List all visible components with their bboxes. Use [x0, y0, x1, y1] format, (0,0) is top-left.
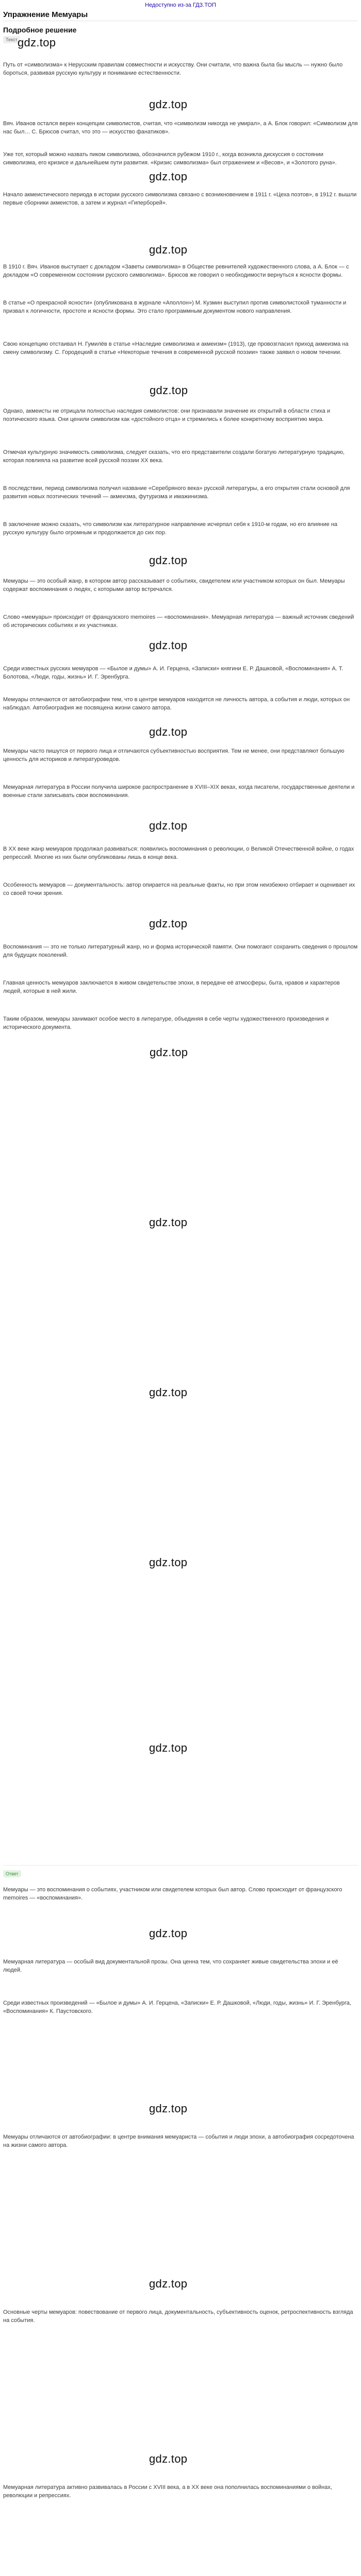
paragraph: Вяч. Иванов остался верен концепции символистов, считая, что «символизм никогда не умирал», а А. Блок говорил: «Символизм для нас был… С. Брюсов считал, что это — искусство фанатиков».: [3, 121, 358, 135]
page-title: Упражнение Мемуары: [3, 10, 88, 19]
watermark: gdz.top: [149, 243, 188, 256]
watermark: gdz.top: [149, 725, 188, 738]
paragraph: Свою концепцию отстаивал Н. Гумилёв в статье «Наследие символизма и акмеизм» (1913), где провозгласил приход акмеизма на смену символизму. С. Городецкий в статье «Некоторые течения в современной русской поэзии» также заявил о новом течении.: [3, 341, 349, 355]
paragraph: В последствии, период символизма получил название «Серебряного века» русской литературы, а его открытия стали основой для развития новых поэтических течений — акмеизма, футуризма и имажинизма.: [3, 485, 350, 500]
paragraph: Особенность мемуаров — документальность: автор опирается на реальные факты, но при этом неизбежно отбирает и оценивает их со своей точки зрения.: [3, 882, 355, 896]
paragraph: Мемуарная литература в России получила широкое распространение в XVIII–XIX веках, когда писатели, государственные деятели и военные стали записывать свои воспоминания.: [3, 784, 355, 799]
paragraph: Мемуары отличаются от автобиографии тем, что в центре мемуаров находится не личность автора, а события и люди, которых он наблюдал. Автобиография же посвящена жизни самого автора.: [3, 697, 350, 711]
watermark: gdz.top: [149, 1386, 188, 1399]
watermark: gdz.top: [149, 639, 188, 652]
paragraph: В заключение можно сказать, что символизм как литературное направление исчерпал себя к 1910-м годам, но его влияние на русскую культуру было огромным и продолжается до сих пор.: [3, 521, 338, 536]
watermark: gdz.top: [150, 1046, 188, 1059]
paragraph: Мемуары — это воспоминания о событиях, участником или свидетелем которых был автор. Слово происходит от французского memoires — «воспоминания».: [3, 1887, 342, 1901]
paragraph: Уже тот, который можно назвать пиком символизма, обозначился рубежом 1910 г., когда возникла дискуссия о состоянии символизма, его кризисе и дальнейшем пути развития. «Кризис символизма» был отражением и «Весов», и «Золотого руна».: [3, 151, 337, 166]
paragraph: Однако, акмеисты не отрицали полностью наследия символистов: они признавали значение их открытий в области стиха и поэтического языка. Они ценили символизм как «достойного отца» и стремились к более конкретному восприятию мира.: [3, 408, 331, 422]
text-badge: Текст: [3, 36, 20, 43]
watermark: gdz.top: [149, 2452, 188, 2465]
paragraph: Среди известных произведений — «Былое и думы» А. И. Герцена, «Записки» Е. Р. Дашковой, «Люди, годы, жизнь» И. Г. Эренбурга, «Воспоминания» К. Паустовского.: [3, 2000, 351, 2014]
section-divider: [3, 1865, 358, 1866]
top-banner-link[interactable]: Недоступно из-за ГДЗ.ТОП: [145, 2, 216, 8]
answer-badge: Ответ: [3, 1870, 21, 1877]
watermark: gdz.top: [18, 36, 56, 49]
watermark: gdz.top: [149, 554, 188, 567]
watermark: gdz.top: [150, 384, 188, 397]
paragraph: Воспоминания — это не только литературный жанр, но и форма исторической памяти. Они помогают сохранить сведения о прошлом для будущих поколений.: [3, 944, 358, 958]
paragraph: В статье «О прекрасной ясности» (опубликована в журнале «Аполлон») М. Кузмин выступил против символистской туманности и призвал к логичности, простоте и ясности формы. Это стало программным документом нового направления.: [3, 300, 347, 314]
paragraph: Отмечая культурную значимость символизма, следует сказать, что его представители создали богатую литературную традицию, которая повлияла на развитие всей русской поэзии XX века.: [3, 449, 345, 464]
paragraph: Главная ценность мемуаров заключается в живом свидетельстве эпохи, в передаче её атмосферы, быта, нравов и характеров людей, которые в ней жили.: [3, 980, 340, 994]
paragraph: Мемуары — это особый жанр, в котором автор рассказывает о событиях, свидетелем или участником которых он был. Мемуары содержат воспоминания о людях, с которыми автор встречался.: [3, 578, 345, 592]
paragraph: В XX веке жанр мемуаров продолжал развиваться: появились воспоминания о революции, о Великой Отечественной войне, о годах репрессий. Многие из них были опубликованы лишь в конце века.: [3, 846, 354, 860]
paragraph: Путь от «символизма» к Нерусским правилам совместности и искусству. Они считали, что важна была бы мысль — нужно было бороться, развивая русскую культуру и понимание естественности.: [3, 62, 343, 76]
paragraph: Таким образом, мемуары занимают особое место в литературе, объединяя в себе черты художественного произведения и исторического документа.: [3, 1016, 329, 1030]
watermark: gdz.top: [149, 1927, 188, 1940]
watermark: gdz.top: [149, 98, 188, 111]
paragraph: Мемуары часто пишутся от первого лица и отличаются субъективностью восприятия. Тем не менее, они представляют большую ценность для историков и литературоведов.: [3, 748, 344, 762]
paragraph: Слово «мемуары» происходит от французского memoires — «воспоминания». Мемуарная литература — важный источник сведений об исторических событиях и их участниках.: [3, 614, 354, 629]
watermark: gdz.top: [149, 1741, 188, 1754]
paragraph: Мемуарная литература — особый вид документальной прозы. Она ценна тем, что сохраняет живые свидетельства эпохи и её людей.: [3, 1959, 338, 1973]
watermark: gdz.top: [149, 2102, 188, 2115]
paragraph: Среди известных русских мемуаров — «Былое и думы» А. И. Герцена, «Записки» княгини Е. Р. Дашковой, «Воспоминания» А. Т. Болотова, «Люди, годы, жизнь» И. Г. Эренбурга.: [3, 666, 343, 680]
watermark: gdz.top: [149, 170, 188, 183]
watermark: gdz.top: [149, 917, 188, 930]
paragraph: Основные черты мемуаров: повествование от первого лица, документальность, субъективность оценок, ретроспективность взгляда на события.: [3, 2309, 353, 2324]
watermark: gdz.top: [149, 1216, 188, 1229]
watermark: gdz.top: [149, 819, 188, 832]
paragraph: В 1910 г. Вяч. Иванов выступает с докладом «Заветы символизма» в Обществе ревнителей художественного слова, а А. Блок — с докладом «О современном состоянии русского символизма». Брюсов же говорил о необходимости вернуться к ясности формы.: [3, 264, 349, 278]
section-heading: Подробное решение: [3, 26, 77, 34]
watermark: gdz.top: [149, 2277, 188, 2290]
paragraph: Начало акмеистического периода в истории русского символизма связано с возникновением в 1911 г. «Цеха поэтов», в 1912 г. вышли первые сборники акмеистов, а затем и журнал «Гиперборей».: [3, 192, 357, 206]
paragraph: Мемуарная литература активно развивалась в России с XVIII века, а в XX веке она пополнилась воспоминаниями о войнах, революции и репрессиях.: [3, 2484, 332, 2499]
paragraph: Мемуары отличаются от автобиографии: в центре внимания мемуариста — события и люди эпохи, а автобиография сосредоточена на жизни самого автора.: [3, 2134, 354, 2148]
watermark: gdz.top: [149, 1556, 188, 1569]
